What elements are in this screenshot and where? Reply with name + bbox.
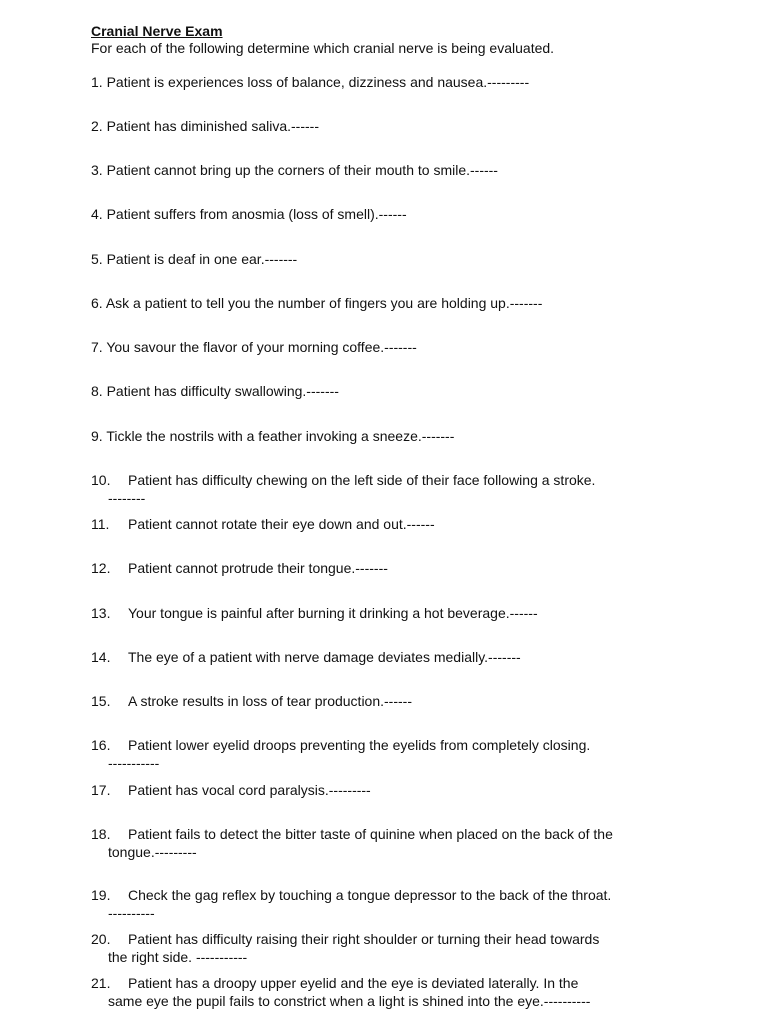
- question-number: 15.: [91, 693, 111, 709]
- question-item: [91, 825, 613, 861]
- question-number: 16.: [91, 737, 111, 753]
- question-item: [91, 205, 407, 223]
- question-text: Patient suffers from anosmia (loss of smell).------: [106, 206, 407, 222]
- question-item: [91, 692, 412, 710]
- question-text: Patient cannot rotate their eye down and out.------: [128, 516, 435, 532]
- question-number: 14.: [91, 649, 111, 665]
- question-number: 6.: [91, 295, 103, 311]
- question-item: [91, 781, 371, 799]
- question-text: Patient has difficulty chewing on the left side of their face following a stroke.: [128, 472, 596, 488]
- question-item: [91, 559, 388, 577]
- question-text: Patient cannot protrude their tongue.-------: [128, 560, 388, 576]
- question-item: [91, 338, 417, 356]
- question-continuation: the right side. -----------: [108, 949, 248, 965]
- question-text: The eye of a patient with nerve damage deviates medially.-------: [128, 649, 521, 665]
- question-item: [91, 427, 454, 445]
- question-text: Patient fails to detect the bitter taste of quinine when placed on the back of the: [128, 826, 613, 842]
- question-text: Patient has diminished saliva.------: [106, 118, 319, 134]
- question-text: Your tongue is painful after burning it drinking a hot beverage.------: [128, 605, 538, 621]
- question-number: 20.: [91, 931, 111, 947]
- question-item: [91, 604, 538, 622]
- question-number: 8.: [91, 383, 103, 399]
- question-item: [91, 117, 319, 135]
- question-item: [91, 161, 498, 179]
- question-item: [91, 886, 611, 922]
- question-text: Ask a patient to tell you the number of fingers you are holding up.-------: [105, 295, 543, 311]
- question-text: Patient has vocal cord paralysis.---------: [128, 782, 371, 798]
- question-item: [91, 736, 590, 772]
- question-continuation: same eye the pupil fails to constrict when a light is shined into the eye.----------: [108, 993, 591, 1009]
- question-text: Check the gag reflex by touching a tongue depressor to the back of the throat.: [128, 887, 612, 903]
- question-item: [91, 648, 521, 666]
- question-number: 13.: [91, 605, 111, 621]
- question-text: Patient has a droopy upper eyelid and the eye is deviated laterally. In the: [128, 975, 579, 991]
- question-number: 1.: [91, 74, 103, 90]
- question-continuation: -----------: [108, 755, 160, 771]
- question-number: 12.: [91, 560, 111, 576]
- question-number: 3.: [91, 162, 103, 178]
- question-continuation: ----------: [108, 905, 155, 921]
- question-item: [91, 471, 595, 507]
- question-item: [91, 930, 599, 966]
- question-item: [91, 974, 590, 1010]
- question-text: A stroke results in loss of tear production.------: [128, 693, 412, 709]
- question-item: [91, 250, 297, 268]
- question-item: [91, 382, 339, 400]
- question-text: You savour the flavor of your morning coffee.-------: [106, 339, 417, 355]
- question-number: 19.: [91, 887, 111, 903]
- question-number: 21.: [91, 975, 111, 991]
- question-number: 11.: [91, 516, 110, 532]
- instructions: For each of the following determine which cranial nerve is being evaluated.: [91, 40, 555, 56]
- question-text: Patient is experiences loss of balance, dizziness and nausea.---------: [106, 74, 530, 90]
- page-title: Cranial Nerve Exam: [91, 23, 223, 39]
- question-text: Patient cannot bring up the corners of their mouth to smile.------: [106, 162, 498, 178]
- question-text: Patient lower eyelid droops preventing the eyelids from completely closing.: [128, 737, 591, 753]
- question-item: [91, 294, 542, 312]
- question-item: [91, 73, 529, 91]
- question-number: 18.: [91, 826, 111, 842]
- question-continuation: tongue.---------: [108, 844, 197, 860]
- question-number: 17.: [91, 782, 111, 798]
- question-text: Patient is deaf in one ear.-------: [106, 251, 298, 267]
- question-continuation: --------: [108, 490, 146, 506]
- question-number: 10.: [91, 472, 111, 488]
- question-number: 4.: [91, 206, 103, 222]
- question-number: 9.: [91, 428, 103, 444]
- question-number: 7.: [91, 339, 103, 355]
- question-text: Tickle the nostrils with a feather invoking a sneeze.-------: [106, 428, 455, 444]
- question-text: Patient has difficulty swallowing.-------: [106, 383, 339, 399]
- question-number: 2.: [91, 118, 103, 134]
- question-text: Patient has difficulty raising their right shoulder or turning their head towards: [128, 931, 600, 947]
- question-item: [91, 515, 435, 533]
- question-number: 5.: [91, 251, 103, 267]
